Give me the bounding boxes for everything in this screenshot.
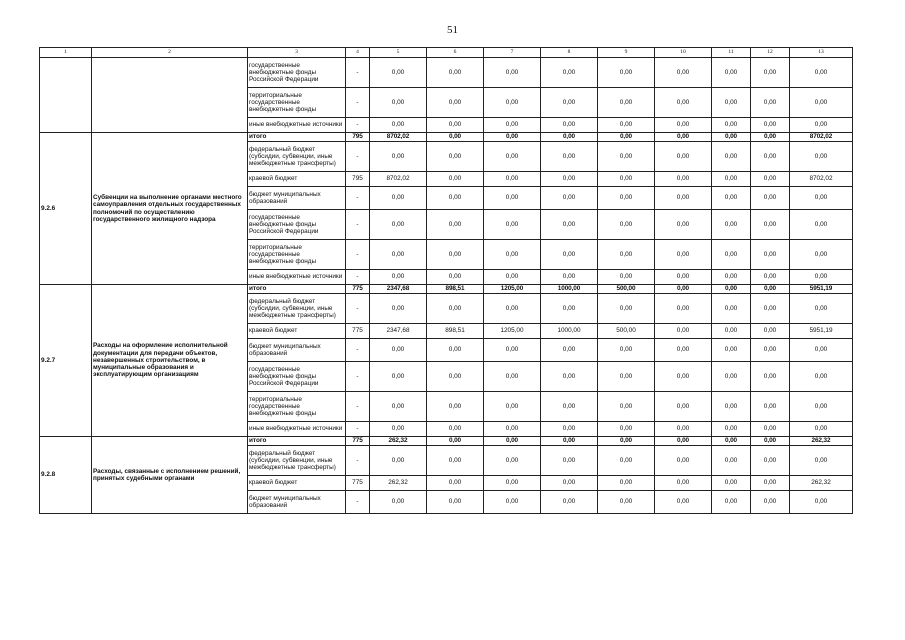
- value-col-9: 0,00: [598, 270, 655, 285]
- expense-code: -: [346, 270, 370, 285]
- item-code: 9.2.7: [40, 285, 92, 437]
- funding-source: иные внебюджетные источники: [248, 270, 346, 285]
- value-col-9: 0,00: [598, 362, 655, 392]
- value-col-6: 0,00: [427, 172, 484, 187]
- value-col-10: 0,00: [655, 392, 712, 422]
- value-col-9: 0,00: [598, 88, 655, 118]
- value-col-7: 0,00: [484, 491, 541, 514]
- item-code: 9.2.6: [40, 133, 92, 285]
- value-col-7: 0,00: [484, 187, 541, 210]
- value-col-7: 0,00: [484, 142, 541, 172]
- value-col-10: 0,00: [655, 446, 712, 476]
- value-col-5: 8702,02: [370, 133, 427, 142]
- value-col-5: 0,00: [370, 392, 427, 422]
- value-col-7: 0,00: [484, 58, 541, 88]
- value-col-7: 0,00: [484, 446, 541, 476]
- value-col-5: 0,00: [370, 294, 427, 324]
- value-col-11: 0,00: [712, 88, 751, 118]
- value-col-8: 0,00: [541, 210, 598, 240]
- value-col-12: 0,00: [751, 437, 790, 446]
- value-col-5: 0,00: [370, 118, 427, 133]
- value-col-11: 0,00: [712, 187, 751, 210]
- value-col-10: 0,00: [655, 210, 712, 240]
- value-col-5: 0,00: [370, 491, 427, 514]
- funding-source: краевой бюджет: [248, 476, 346, 491]
- value-col-6: 0,00: [427, 446, 484, 476]
- value-col-12: 0,00: [751, 362, 790, 392]
- value-col-11: 0,00: [712, 392, 751, 422]
- value-col-13: 8702,02: [790, 133, 853, 142]
- funding-source: бюджет муниципальных образований: [248, 339, 346, 362]
- item-name: [92, 58, 248, 133]
- value-col-8: 0,00: [541, 172, 598, 187]
- value-col-6: 0,00: [427, 118, 484, 133]
- value-col-5: 0,00: [370, 187, 427, 210]
- value-col-12: 0,00: [751, 88, 790, 118]
- funding-source: государственные внебюджетные фонды Российской Федерации: [248, 58, 346, 88]
- value-col-11: 0,00: [712, 142, 751, 172]
- value-col-13: 0,00: [790, 491, 853, 514]
- value-col-12: 0,00: [751, 339, 790, 362]
- value-col-11: 0,00: [712, 324, 751, 339]
- column-number-11: 11: [712, 48, 751, 58]
- expense-code: -: [346, 58, 370, 88]
- value-col-10: 0,00: [655, 362, 712, 392]
- value-col-9: 0,00: [598, 142, 655, 172]
- value-col-7: 0,00: [484, 339, 541, 362]
- value-col-7: 0,00: [484, 392, 541, 422]
- value-col-12: 0,00: [751, 422, 790, 437]
- value-col-13: 0,00: [790, 446, 853, 476]
- budget-table: [39, 47, 853, 514]
- column-number-5: 5: [370, 48, 427, 58]
- column-number-row: [40, 48, 853, 58]
- value-col-12: 0,00: [751, 172, 790, 187]
- funding-source: государственные внебюджетные фонды Российской Федерации: [248, 210, 346, 240]
- value-col-5: 0,00: [370, 339, 427, 362]
- value-col-5: 262,32: [370, 437, 427, 446]
- value-col-9: 0,00: [598, 476, 655, 491]
- value-col-9: 0,00: [598, 172, 655, 187]
- value-col-6: 0,00: [427, 422, 484, 437]
- value-col-11: 0,00: [712, 118, 751, 133]
- source-row: [40, 58, 853, 88]
- value-col-6: 0,00: [427, 294, 484, 324]
- value-col-7: 1205,00: [484, 285, 541, 294]
- value-col-7: 0,00: [484, 437, 541, 446]
- value-col-13: 262,32: [790, 437, 853, 446]
- funding-source: федеральный бюджет (субсидии, субвенции, иные межбюджетные трансферты): [248, 142, 346, 172]
- value-col-7: 0,00: [484, 240, 541, 270]
- value-col-13: 0,00: [790, 58, 853, 88]
- value-col-6: 0,00: [427, 58, 484, 88]
- value-col-10: 0,00: [655, 491, 712, 514]
- value-col-6: 0,00: [427, 210, 484, 240]
- expense-code: -: [346, 422, 370, 437]
- expense-code: -: [346, 446, 370, 476]
- value-col-7: 0,00: [484, 210, 541, 240]
- value-col-5: 262,32: [370, 476, 427, 491]
- value-col-12: 0,00: [751, 285, 790, 294]
- funding-source: территориальные государственные внебюджетные фонды: [248, 240, 346, 270]
- value-col-9: 0,00: [598, 294, 655, 324]
- value-col-7: 1205,00: [484, 324, 541, 339]
- value-col-9: 0,00: [598, 187, 655, 210]
- item-code: 9.2.8: [40, 437, 92, 514]
- value-col-6: 0,00: [427, 88, 484, 118]
- value-col-8: 0,00: [541, 294, 598, 324]
- value-col-5: 0,00: [370, 446, 427, 476]
- value-col-6: 0,00: [427, 339, 484, 362]
- value-col-12: 0,00: [751, 491, 790, 514]
- funding-source: территориальные государственные внебюджетные фонды: [248, 392, 346, 422]
- value-col-11: 0,00: [712, 437, 751, 446]
- value-col-5: 0,00: [370, 210, 427, 240]
- value-col-13: 0,00: [790, 362, 853, 392]
- value-col-10: 0,00: [655, 339, 712, 362]
- value-col-5: 2347,68: [370, 285, 427, 294]
- value-col-5: 0,00: [370, 422, 427, 437]
- value-col-13: 0,00: [790, 270, 853, 285]
- funding-source: иные внебюджетные источники: [248, 422, 346, 437]
- item-name: Субвенции на выполнение органами местного самоуправления отдельных государственных полномочий по осуществлению государственного жилищного надзора: [92, 133, 248, 285]
- value-col-12: 0,00: [751, 446, 790, 476]
- expense-code: 775: [346, 476, 370, 491]
- total-row: [40, 285, 853, 294]
- value-col-5: 0,00: [370, 88, 427, 118]
- value-col-10: 0,00: [655, 172, 712, 187]
- value-col-13: 0,00: [790, 294, 853, 324]
- value-col-8: 0,00: [541, 392, 598, 422]
- value-col-13: 0,00: [790, 392, 853, 422]
- value-col-10: 0,00: [655, 437, 712, 446]
- total-row: [40, 133, 853, 142]
- expense-code: -: [346, 392, 370, 422]
- value-col-7: 0,00: [484, 172, 541, 187]
- value-col-8: 0,00: [541, 187, 598, 210]
- value-col-9: 0,00: [598, 118, 655, 133]
- value-col-8: 0,00: [541, 339, 598, 362]
- value-col-7: 0,00: [484, 422, 541, 437]
- column-number-8: 8: [541, 48, 598, 58]
- page-number: 51: [447, 24, 458, 36]
- value-col-12: 0,00: [751, 324, 790, 339]
- value-col-7: 0,00: [484, 270, 541, 285]
- value-col-11: 0,00: [712, 172, 751, 187]
- value-col-6: 0,00: [427, 362, 484, 392]
- value-col-5: 0,00: [370, 58, 427, 88]
- funding-source: итого: [248, 285, 346, 294]
- value-col-8: 0,00: [541, 240, 598, 270]
- expense-code: -: [346, 362, 370, 392]
- value-col-9: 0,00: [598, 392, 655, 422]
- value-col-10: 0,00: [655, 294, 712, 324]
- value-col-12: 0,00: [751, 210, 790, 240]
- value-col-9: 0,00: [598, 339, 655, 362]
- expense-code: -: [346, 294, 370, 324]
- value-col-6: 0,00: [427, 240, 484, 270]
- value-col-5: 0,00: [370, 270, 427, 285]
- value-col-8: 0,00: [541, 118, 598, 133]
- expense-code: 795: [346, 133, 370, 142]
- column-number-1: 1: [40, 48, 92, 58]
- value-col-13: 0,00: [790, 88, 853, 118]
- expense-code: 775: [346, 437, 370, 446]
- value-col-8: 0,00: [541, 88, 598, 118]
- value-col-11: 0,00: [712, 270, 751, 285]
- value-col-10: 0,00: [655, 133, 712, 142]
- value-col-11: 0,00: [712, 476, 751, 491]
- funding-source: итого: [248, 437, 346, 446]
- item-code: [40, 58, 92, 133]
- value-col-11: 0,00: [712, 491, 751, 514]
- value-col-13: 0,00: [790, 339, 853, 362]
- value-col-10: 0,00: [655, 270, 712, 285]
- value-col-6: 0,00: [427, 392, 484, 422]
- value-col-10: 0,00: [655, 58, 712, 88]
- value-col-12: 0,00: [751, 142, 790, 172]
- value-col-8: 0,00: [541, 362, 598, 392]
- value-col-5: 0,00: [370, 240, 427, 270]
- value-col-11: 0,00: [712, 210, 751, 240]
- value-col-13: 8702,02: [790, 172, 853, 187]
- value-col-13: 0,00: [790, 210, 853, 240]
- value-col-13: 262,32: [790, 476, 853, 491]
- value-col-8: 0,00: [541, 437, 598, 446]
- value-col-10: 0,00: [655, 88, 712, 118]
- expense-code: -: [346, 88, 370, 118]
- value-col-6: 0,00: [427, 476, 484, 491]
- value-col-12: 0,00: [751, 294, 790, 324]
- budget-table-body: [40, 48, 853, 514]
- value-col-13: 5951,19: [790, 285, 853, 294]
- value-col-13: 0,00: [790, 142, 853, 172]
- value-col-6: 898,51: [427, 324, 484, 339]
- value-col-12: 0,00: [751, 240, 790, 270]
- value-col-10: 0,00: [655, 240, 712, 270]
- column-number-12: 12: [751, 48, 790, 58]
- value-col-12: 0,00: [751, 118, 790, 133]
- value-col-13: 0,00: [790, 422, 853, 437]
- value-col-9: 0,00: [598, 446, 655, 476]
- value-col-5: 0,00: [370, 142, 427, 172]
- value-col-11: 0,00: [712, 294, 751, 324]
- column-number-9: 9: [598, 48, 655, 58]
- value-col-8: 0,00: [541, 491, 598, 514]
- column-number-2: 2: [92, 48, 248, 58]
- column-number-3: 3: [248, 48, 346, 58]
- value-col-10: 0,00: [655, 187, 712, 210]
- value-col-8: 1000,00: [541, 324, 598, 339]
- value-col-11: 0,00: [712, 422, 751, 437]
- value-col-13: 0,00: [790, 240, 853, 270]
- value-col-5: 2347,68: [370, 324, 427, 339]
- total-row: [40, 437, 853, 446]
- expense-code: -: [346, 339, 370, 362]
- value-col-12: 0,00: [751, 187, 790, 210]
- value-col-11: 0,00: [712, 362, 751, 392]
- funding-source: федеральный бюджет (субсидии, субвенции, иные межбюджетные трансферты): [248, 446, 346, 476]
- expense-code: -: [346, 491, 370, 514]
- expense-code: 795: [346, 172, 370, 187]
- value-col-9: 0,00: [598, 422, 655, 437]
- value-col-9: 0,00: [598, 240, 655, 270]
- value-col-13: 0,00: [790, 118, 853, 133]
- value-col-12: 0,00: [751, 476, 790, 491]
- funding-source: федеральный бюджет (субсидии, субвенции, иные межбюджетные трансферты): [248, 294, 346, 324]
- value-col-10: 0,00: [655, 476, 712, 491]
- funding-source: итого: [248, 133, 346, 142]
- value-col-6: 0,00: [427, 142, 484, 172]
- funding-source: государственные внебюджетные фонды Российской Федерации: [248, 362, 346, 392]
- item-name: Расходы на оформление исполнительной документации для передачи объектов, незавершенных строительством, в муниципальные образования и эксплуатирующим организациям: [92, 285, 248, 437]
- value-col-11: 0,00: [712, 285, 751, 294]
- value-col-6: 0,00: [427, 437, 484, 446]
- value-col-5: 0,00: [370, 362, 427, 392]
- value-col-9: 0,00: [598, 133, 655, 142]
- value-col-6: 898,51: [427, 285, 484, 294]
- value-col-8: 0,00: [541, 270, 598, 285]
- value-col-8: 0,00: [541, 133, 598, 142]
- value-col-12: 0,00: [751, 58, 790, 88]
- value-col-9: 0,00: [598, 58, 655, 88]
- value-col-12: 0,00: [751, 133, 790, 142]
- expense-code: -: [346, 142, 370, 172]
- expense-code: -: [346, 118, 370, 133]
- value-col-8: 0,00: [541, 476, 598, 491]
- column-number-7: 7: [484, 48, 541, 58]
- value-col-7: 0,00: [484, 476, 541, 491]
- column-number-10: 10: [655, 48, 712, 58]
- value-col-9: 500,00: [598, 324, 655, 339]
- value-col-11: 0,00: [712, 58, 751, 88]
- expense-code: 775: [346, 324, 370, 339]
- value-col-11: 0,00: [712, 133, 751, 142]
- value-col-8: 0,00: [541, 422, 598, 437]
- value-col-5: 8702,02: [370, 172, 427, 187]
- column-number-6: 6: [427, 48, 484, 58]
- item-name: Расходы, связанные с исполнением решений, принятых судебными органами: [92, 437, 248, 514]
- value-col-12: 0,00: [751, 270, 790, 285]
- value-col-7: 0,00: [484, 88, 541, 118]
- value-col-10: 0,00: [655, 422, 712, 437]
- value-col-6: 0,00: [427, 491, 484, 514]
- funding-source: бюджет муниципальных образований: [248, 187, 346, 210]
- value-col-7: 0,00: [484, 362, 541, 392]
- value-col-10: 0,00: [655, 324, 712, 339]
- value-col-8: 0,00: [541, 446, 598, 476]
- value-col-8: 1000,00: [541, 285, 598, 294]
- funding-source: иные внебюджетные источники: [248, 118, 346, 133]
- funding-source: краевой бюджет: [248, 324, 346, 339]
- funding-source: территориальные государственные внебюджетные фонды: [248, 88, 346, 118]
- value-col-7: 0,00: [484, 118, 541, 133]
- value-col-7: 0,00: [484, 133, 541, 142]
- funding-source: бюджет муниципальных образований: [248, 491, 346, 514]
- value-col-6: 0,00: [427, 187, 484, 210]
- value-col-8: 0,00: [541, 58, 598, 88]
- funding-source: краевой бюджет: [248, 172, 346, 187]
- expense-code: -: [346, 210, 370, 240]
- expense-code: 775: [346, 285, 370, 294]
- value-col-11: 0,00: [712, 339, 751, 362]
- column-number-13: 13: [790, 48, 853, 58]
- value-col-12: 0,00: [751, 392, 790, 422]
- value-col-10: 0,00: [655, 142, 712, 172]
- value-col-11: 0,00: [712, 446, 751, 476]
- value-col-9: 0,00: [598, 210, 655, 240]
- value-col-6: 0,00: [427, 133, 484, 142]
- value-col-7: 0,00: [484, 294, 541, 324]
- value-col-13: 5951,19: [790, 324, 853, 339]
- value-col-9: 500,00: [598, 285, 655, 294]
- value-col-13: 0,00: [790, 187, 853, 210]
- column-number-4: 4: [346, 48, 370, 58]
- value-col-10: 0,00: [655, 118, 712, 133]
- value-col-9: 0,00: [598, 437, 655, 446]
- value-col-10: 0,00: [655, 285, 712, 294]
- value-col-6: 0,00: [427, 270, 484, 285]
- expense-code: -: [346, 240, 370, 270]
- value-col-11: 0,00: [712, 240, 751, 270]
- expense-code: -: [346, 187, 370, 210]
- value-col-8: 0,00: [541, 142, 598, 172]
- value-col-9: 0,00: [598, 491, 655, 514]
